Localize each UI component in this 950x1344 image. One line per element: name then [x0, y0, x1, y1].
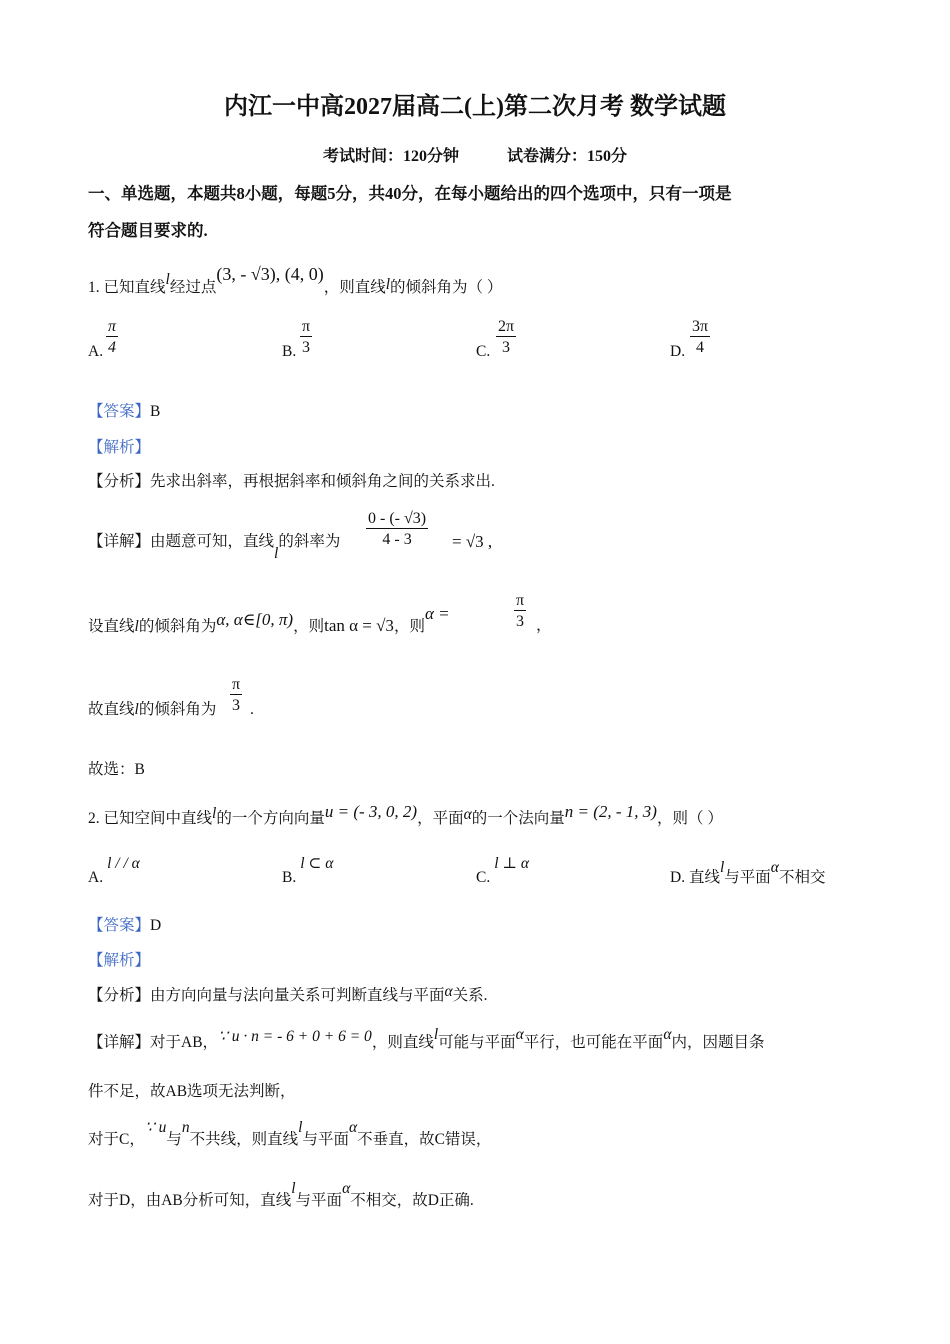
q1-stem: 1. 已知直线l经过点(3, - √3), (4, 0)，则直线l的倾斜角为（ ） — [88, 264, 503, 296]
section-heading-cont: 符合题目要求的. — [88, 221, 208, 240]
q2-detail-3: 对于C，∵ u与n不共线，则直线l与平面α不垂直，故C错误， — [88, 1119, 492, 1148]
q1-alpha-fraction: $\frac{\pi}{3}$ — [516, 592, 525, 630]
q1-slope-result: = √3 , — [452, 532, 493, 551]
q1-analysis-tag: 【解析】 — [88, 439, 151, 456]
exam-time: 考试时间：120分钟 — [322, 148, 459, 165]
q1-option-a: $\frac{\pi}{4}$ — [108, 318, 117, 356]
q2-answer: 【答案】D — [88, 917, 162, 934]
q1-option-d: $\frac{3\pi}{4}$ — [692, 318, 709, 356]
exam-score: 试卷满分：150分 — [507, 148, 628, 165]
q2-analysis-tag: 【解析】 — [88, 952, 151, 969]
q2-vector-u: u = (- 3, 0, 2) — [324, 802, 418, 821]
exam-info — [0, 147, 950, 167]
q2-fenxi: 【分析】由方向向量与法向量关系可判断直线与平面α关系. — [88, 983, 488, 1004]
q2-stem: 2. 已知空间中直线l的一个方向向量u = (- 3, 0, 2)，平面α的一个法向量n = (2, - 1, 3)，则（ ） — [88, 802, 723, 827]
q2-detail-2: 件不足，故AB选项无法判断， — [88, 1083, 296, 1100]
q2-option-b: B.l ⊂ α — [282, 855, 334, 886]
q2-option-c: C.l ⊥ α — [476, 855, 529, 886]
page-title: 内江一中高2027届高二(上)第二次月考 数学试题 — [224, 94, 726, 120]
q1-option-c: $\frac{2\pi}{3}$ — [498, 318, 515, 356]
q1-final-fraction: $\frac{\pi}{3}$ — [232, 676, 241, 714]
q1-option-a-label: A. — [88, 343, 104, 360]
q1-detail-3: 故直线l的倾斜角为 — [88, 701, 217, 718]
q1-points: (3, - √3), (4, 0) — [216, 264, 324, 284]
q1-option-c-label: C. — [476, 343, 491, 360]
q1-fenxi: 【分析】先求出斜率，再根据斜率和倾斜角之间的关系求出. — [88, 473, 495, 490]
q2-detail-1: 【详解】对于AB，∵ u · n = - 6 + 0 + 6 = 0，则直线l可能与平面α平行，也可能在平面α内，因题目条 — [88, 1026, 765, 1051]
q1-option-d-label: D. — [670, 343, 686, 360]
q1-comma: ， — [536, 617, 552, 634]
q1-slope-fraction: $\frac{0 - (- √3)}{4 - 3}$ — [368, 510, 427, 548]
q1-option-b-label: B. — [282, 343, 297, 360]
q1-period: . — [250, 701, 254, 718]
q2-detail-4: 对于D，由AB分析可知，直线l与平面α不相交，故D正确. — [88, 1180, 474, 1209]
q1-answer: 【答案】B — [88, 403, 161, 420]
q1-detail-1: 【详解】由题意可知，直线l的斜率为 — [88, 533, 341, 562]
q2-option-d: D. 直线l与平面α不相交 — [670, 859, 826, 886]
q1-detail-2: 设直线l的倾斜角为α, α∈[0, π)，则tan α = √3，则α = — [88, 604, 450, 635]
q2-vector-n: n = (2, - 1, 3) — [564, 802, 657, 821]
section-heading: 一、单选题，本题共8小题，每题5分，共40分，在每小题给出的四个选项中，只有一项是 — [88, 184, 732, 203]
q1-conclusion: 故选：B — [88, 761, 145, 778]
q2-option-a: A.l / / α — [88, 855, 140, 886]
q1-option-b: $\frac{\pi}{3}$ — [302, 318, 311, 356]
